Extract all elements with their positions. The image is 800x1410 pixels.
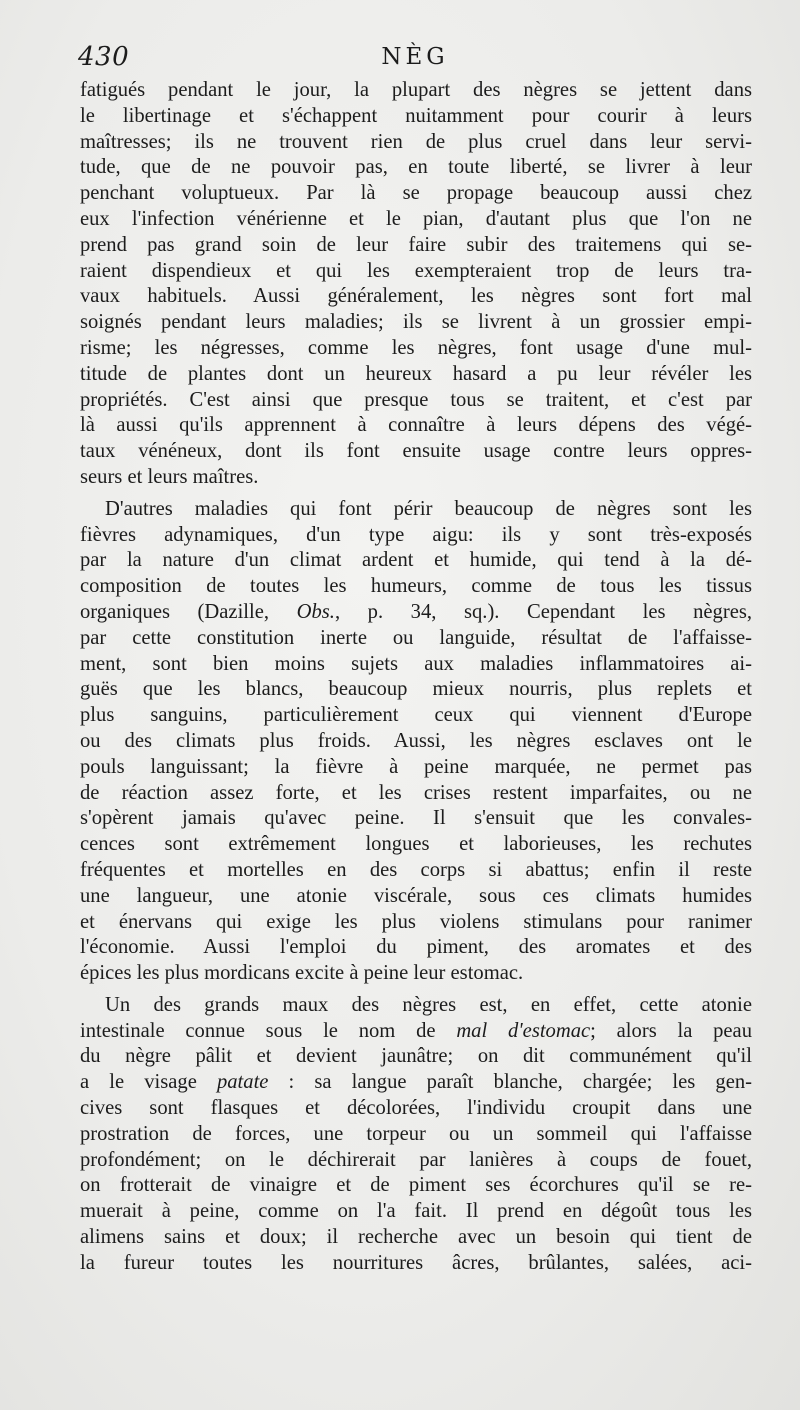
text-line: maîtresses; ils ne trouvent rien de plus cruel dans leur servi- xyxy=(80,130,752,153)
text-line: du nègre pâlit et devient jaunâtre; on dit communément qu'il xyxy=(80,1045,752,1068)
paragraph-3 xyxy=(80,993,752,1277)
text-line: une langueur, une atonie viscérale, sous ces climats humides xyxy=(80,884,752,907)
text-line: vaux habituels. Aussi généralement, les nègres sont fort mal xyxy=(80,285,752,308)
running-head: NÈG xyxy=(381,44,449,70)
text-line: penchant voluptueux. Par là se propage beaucoup aussi chez xyxy=(80,182,752,205)
text-line: et énervans qui exige les plus violens stimulans pour ranimer xyxy=(80,910,752,933)
text-line: ou des climats plus froids. Aussi, les nègres esclaves ont le xyxy=(80,729,752,752)
text-line: eux l'infection vénérienne et le pian, d'autant plus que l'on ne xyxy=(80,207,752,230)
text-line: s'opèrent jamais qu'avec peine. Il s'ensuit que les convales- xyxy=(80,807,752,830)
text-line: plus sanguins, particulièrement ceux qui viennent d'Europe xyxy=(80,704,752,727)
text-line: fatigués pendant le jour, la plupart des nègres se jettent dans xyxy=(80,79,752,101)
text-line: épices les plus mordicans excite à peine leur estomac. xyxy=(80,962,524,985)
text-line: prostration de forces, une torpeur ou un sommeil qui l'affaisse xyxy=(80,1122,752,1145)
text-line: seurs et leurs maîtres. xyxy=(80,465,259,488)
text-line: raient dispendieux et qui les exempteraient trop de leurs tra- xyxy=(80,259,752,282)
text-line: intestinale connue sous le nom de mal d'estomac; alors la peau xyxy=(80,1019,752,1042)
text-line: soignés pendant leurs maladies; ils se livrent à un grossier empi- xyxy=(80,311,752,334)
text-line: composition de toutes les humeurs, comme de tous les tissus xyxy=(80,575,752,598)
text-line: organiques (Dazille, Obs., p. 34, sq.). Cependant les nègres, xyxy=(80,600,752,623)
text-line: cences sont extrêmement longues et laborieuses, les rechutes xyxy=(80,833,752,856)
text-line: titude de plantes dont un heureux hasard a pu leur révéler les xyxy=(80,362,752,385)
text-line: ment, sont bien moins sujets aux maladies inflammatoires ai- xyxy=(80,652,752,675)
text-line: alimens sains et doux; il recherche avec un besoin qui tient de xyxy=(80,1226,752,1249)
text-line: la fureur toutes les nourritures âcres, brûlantes, salées, aci- xyxy=(80,1251,752,1274)
text-line: a le visage patate : sa langue paraît blanche, chargée; les gen- xyxy=(80,1071,752,1094)
text-line: fréquentes et mortelles en des corps si abattus; enfin il reste xyxy=(80,858,752,881)
text-line: pouls languissant; la fièvre à peine marquée, ne permet pas xyxy=(80,755,752,778)
text-line: tude, que de ne pouvoir pas, en toute liberté, se livrer à leur xyxy=(80,156,752,179)
text-line: guës que les blancs, beaucoup mieux nourris, plus replets et xyxy=(80,678,752,701)
text-line: prend pas grand soin de leur faire subir des traitemens qui se- xyxy=(80,233,752,256)
text-line: risme; les négresses, comme les nègres, font usage d'une mul- xyxy=(80,336,752,359)
text-line: là aussi qu'ils apprennent à connaître à leurs dépens des végé- xyxy=(80,414,752,437)
text-line: par cette constitution inerte ou languide, résultat de l'affaisse- xyxy=(80,626,752,649)
text-line: taux vénéneux, dont ils font ensuite usage contre leurs oppres- xyxy=(80,440,752,463)
text-line: muerait à peine, comme on l'a fait. Il prend en dégoût tous les xyxy=(80,1200,752,1223)
text-line: Un des grands maux des nègres est, en effet, cette atonie xyxy=(105,993,752,1016)
text-line: propriétés. C'est ainsi que presque tous se traitent, et c'est par xyxy=(80,388,752,411)
text-line: on frotterait de vinaigre et de piment ses écorchures qu'il se re- xyxy=(80,1174,752,1197)
paragraph-2 xyxy=(80,497,752,987)
text-line: de réaction assez forte, et les crises restent imparfaites, ou ne xyxy=(80,781,752,804)
text-line: le libertinage et s'échappent nuitamment pour courir à leurs xyxy=(80,104,752,127)
body-text xyxy=(80,78,752,1277)
text-line: l'économie. Aussi l'emploi du piment, des aromates et des xyxy=(80,936,752,959)
page-header xyxy=(78,42,752,78)
paragraph-1 xyxy=(80,78,752,491)
text-line: D'autres maladies qui font périr beaucoup de nègres sont les xyxy=(105,497,752,520)
text-line: fièvres adynamiques, d'un type aigu: ils y sont très-exposés xyxy=(80,523,752,546)
text-line: profondément; on le déchirerait par lanières à coups de fouet, xyxy=(80,1148,752,1171)
page-number: 430 xyxy=(78,42,130,72)
text-line: cives sont flasques et décolorées, l'individu croupit dans une xyxy=(80,1097,752,1120)
text-line: par la nature d'un climat ardent et humide, qui tend à la dé- xyxy=(80,549,752,572)
